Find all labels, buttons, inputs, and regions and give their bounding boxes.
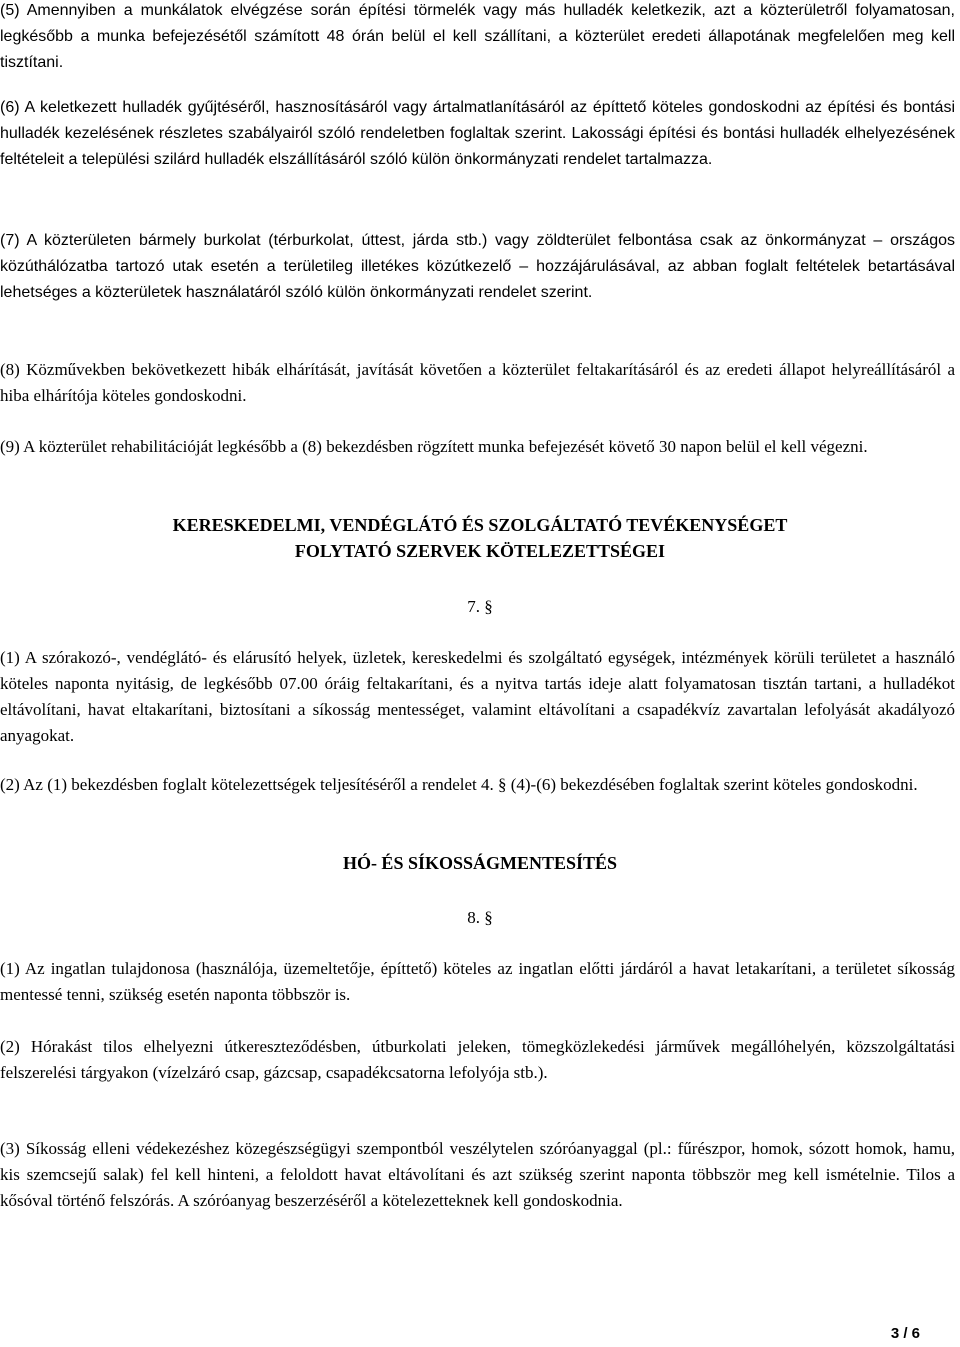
- paragraph-5: (5) Amennyiben a munkálatok elvégzése során építési törmelék vagy más hulladék keletkezik, azt a közterületről folyamatosan, legkésőbb a munka befejezésétől számított 48 órán belül el kell szállítani, a közterület eredeti állapotának megfelelően meg kell tisztítani.: [0, 2, 955, 71]
- section-8-paragraph-1: (1) Az ingatlan tulajdonosa (használója, üzemeltetője, építtető) köteles az ingatlan előtti járdáról a havat letakarítani, a területet síkosság mentessé tenni, szükség esetén naponta többször is.: [0, 959, 955, 1004]
- section-7-paragraph-1: (1) A szórakozó-, vendéglátó- és elárusító helyek, üzletek, kereskedelmi és szolgáltató egységek, intézmények körüli területet a használó köteles naponta nyitásig, de legkésőbb 07.00 óráig feltakarítani, és a nyitva tartás ideje alatt folyamatosan tisztán tartani, a hulladékot eltávolítani, havat eltakarítani, biztosítani a síkosság mentességet, valamint eltávolítani a csapadékvíz zavartalan lefolyását akadályozó anyagokat.: [0, 648, 955, 745]
- paragraph-7: (7) A közterületen bármely burkolat (térburkolat, úttest, járda stb.) vagy zöldterület felbontása csak az önkormányzat – országos közúthálózatba tartozó utak esetén a területileg illetékes közútkezelő – hozzájárulásával, az abban foglalt feltételek betartásával lehetséges a közterületek használatáról szóló külön önkormányzati rendelet szerint.: [0, 232, 955, 301]
- paragraph-8: (8) Közművekben bekövetkezett hibák elhárítását, javítását követően a közterület feltakarításáról és az eredeti állapot helyreállításáról a hiba elhárítója köteles gondoskodni.: [0, 360, 955, 405]
- heading-snow-ice-removal: HÓ- ÉS SÍKOSSÁGMENTESÍTÉS: [342, 853, 618, 873]
- section-8-paragraph-3: (3) Síkosság elleni védekezéshez közegészségügyi szempontból veszélytelen szóróanyaggal (pl.: fűrészpor, homok, sózott homok, hamu, kis szemcsejű salak) fel kell hinteni, a feloldott havat eltávolítani és azt szükség szerint naponta többször meg kell ismételnie. Tilos a kősóval történő felszórás. A szóróanyag beszerzéséről a kötelezetteknek kell gondoskodnia.: [0, 1139, 955, 1210]
- paragraph-9: (9) A közterület rehabilitációját legkésőbb a (8) bekezdésben rögzített munka befejezését követő 30 napon belül el kell végezni.: [0, 437, 868, 456]
- heading-trade-obligations-line1: KERESKEDELMI, VENDÉGLÁTÓ ÉS SZOLGÁLTATÓ TEVÉKENYSÉGET: [172, 515, 788, 535]
- section-8-title: 8. §: [467, 908, 493, 927]
- section-7-title: 7. §: [467, 597, 493, 616]
- section-7-paragraph-2: (2) Az (1) bekezdésben foglalt kötelezettségek teljesítéséről a rendelet 4. § (4)-(6) bekezdésében foglaltak szerint köteles gondoskodni.: [0, 775, 918, 794]
- paragraph-6: (6) A keletkezett hulladék gyűjtéséről, hasznosításáról vagy ártalmatlanításáról az építtető köteles gondoskodni az építési és bontási hulladék kezelésének részletes szabályairól szóló rendeletben foglaltak szerint. Lakossági építési és bontási hulladék elhelyezésének feltételeit a települési szilárd hulladék elszállításáról szóló külön önkormányzati rendelet tartalmazza.: [0, 99, 955, 168]
- section-8-paragraph-2: (2) Hórakást tilos elhelyezni útkereszteződésben, útburkolati jeleken, tömegközlekedési járművek megállóhelyén, közszolgáltatási felszerelési tárgyakon (vízelzáró csap, gázcsap, csapadékcsatorna lefolyója stb.).: [0, 1037, 955, 1082]
- heading-trade-obligations-line2: FOLYTATÓ SZERVEK KÖTELEZETTSÉGEI: [294, 541, 666, 561]
- page-number: 3 / 6: [890, 1325, 920, 1342]
